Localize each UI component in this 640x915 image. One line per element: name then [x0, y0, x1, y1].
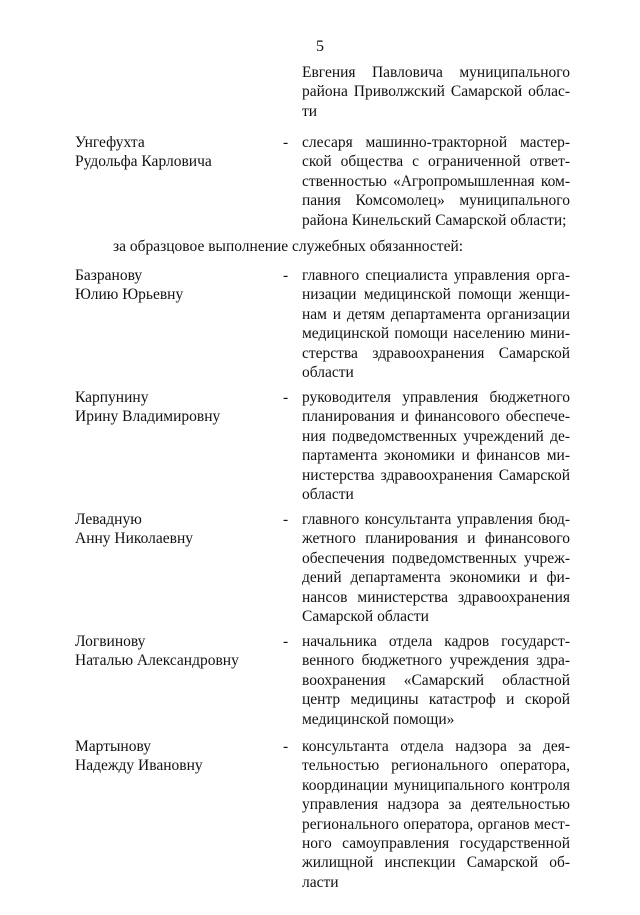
surname: Левадную [75, 511, 142, 528]
entry-dash: - [283, 511, 289, 528]
surname: Логвинову [75, 633, 146, 650]
surname: Унгефухта [75, 134, 145, 151]
description-line: Самарской области [302, 608, 429, 626]
description-line: партамента экономики и финансов ми- [302, 447, 570, 465]
section-heading: за образцовое выполнение служебных обязанностей: [113, 238, 464, 255]
description-line: нам и детям департамента организации [302, 305, 570, 323]
description-line: обеспечения подведомственных учреж- [302, 549, 570, 567]
description-line: главного специалиста управления орга- [302, 267, 570, 284]
description-line: жилищной инспекции Самарской об- [302, 854, 570, 872]
entry-dash: - [283, 134, 289, 151]
description-line: ской общества с ограниченной ответ- [302, 153, 570, 171]
entry-dash: - [283, 738, 289, 755]
description-line: ния подведомственных учреждений де- [302, 427, 570, 445]
entry-dash: - [283, 633, 289, 650]
description-line: дений департамента экономики и фи- [302, 569, 570, 587]
description-line: венного бюджетного учреждения здра- [302, 652, 570, 670]
position-description [302, 632, 570, 729]
description-line: района Кинельский Самарской области; [302, 211, 567, 229]
description-line: ственностью «Агропромышленная ком- [302, 172, 570, 190]
surname: Карпунину [75, 389, 149, 406]
description-line: координации муниципального контроля [302, 776, 570, 794]
description-line: области [302, 364, 354, 382]
description-line: тельностью регионального оператора, [302, 757, 570, 775]
position-description [302, 737, 570, 892]
given-names: Рудольфа Карловича [75, 153, 212, 171]
description-line: стерства здравоохранения Самарской [302, 344, 570, 362]
description-line: нансов министерства здравоохранения [302, 588, 570, 606]
given-names: Надежду Ивановну [75, 757, 203, 775]
description-line: планирования и финансового обеспече- [302, 408, 570, 426]
given-names: Юлию Юрьевну [75, 286, 184, 304]
description-line: начальника отдела кадров государст- [302, 633, 570, 650]
person-name [75, 266, 275, 305]
description-line: медицинской помощи» [302, 710, 455, 728]
description-line: района Приволжский Самарской облас- [302, 83, 570, 101]
description-line: управления надзора за деятельностью [302, 796, 570, 814]
description-line: ласти [302, 873, 339, 891]
person-name [75, 388, 275, 427]
description-line: Евгения Павловича муниципального [302, 64, 570, 81]
given-names: Ирину Владимировну [75, 408, 221, 426]
given-names: Анну Николаевну [75, 530, 194, 548]
position-description [302, 266, 570, 382]
description-line: жетного планирования и финансового [302, 530, 570, 548]
description-line: слесаря машинно-тракторной мастер- [302, 134, 570, 151]
surname: Базранову [75, 267, 143, 284]
position-description [302, 133, 570, 230]
description-line: руководителя управления бюджетного [302, 389, 570, 406]
description-line: ного самоуправления государственной [302, 835, 570, 853]
description-line: области [302, 486, 354, 504]
person-name [75, 737, 275, 776]
entry-dash: - [283, 389, 289, 406]
given-names: Наталью Александровну [75, 652, 239, 670]
person-name [75, 510, 275, 549]
description-line: регионального оператора, органов мест- [302, 815, 570, 833]
entry-dash: - [283, 267, 289, 284]
person-name [75, 632, 275, 671]
page-number: 5 [316, 38, 324, 55]
description-line: воохранения «Самарский областной [302, 671, 570, 689]
description-line: низации медицинской помощи женщи- [302, 286, 570, 304]
description-line: главного консультанта управления бюд- [302, 511, 570, 528]
position-description [302, 388, 570, 504]
description-line: консультанта отдела надзора за дея- [302, 738, 570, 755]
description-line: пания Комсомолец» муниципального [302, 192, 570, 210]
continuation-description [302, 63, 570, 121]
position-description [302, 510, 570, 626]
description-line: центр медицины катастроф и скорой [302, 691, 570, 709]
description-line: медицинской помощи населению мини- [302, 325, 570, 343]
description-line: ти [302, 102, 318, 120]
person-name [75, 133, 275, 172]
description-line: нистерства здравоохранения Самарской [302, 466, 570, 484]
surname: Мартынову [75, 738, 151, 755]
